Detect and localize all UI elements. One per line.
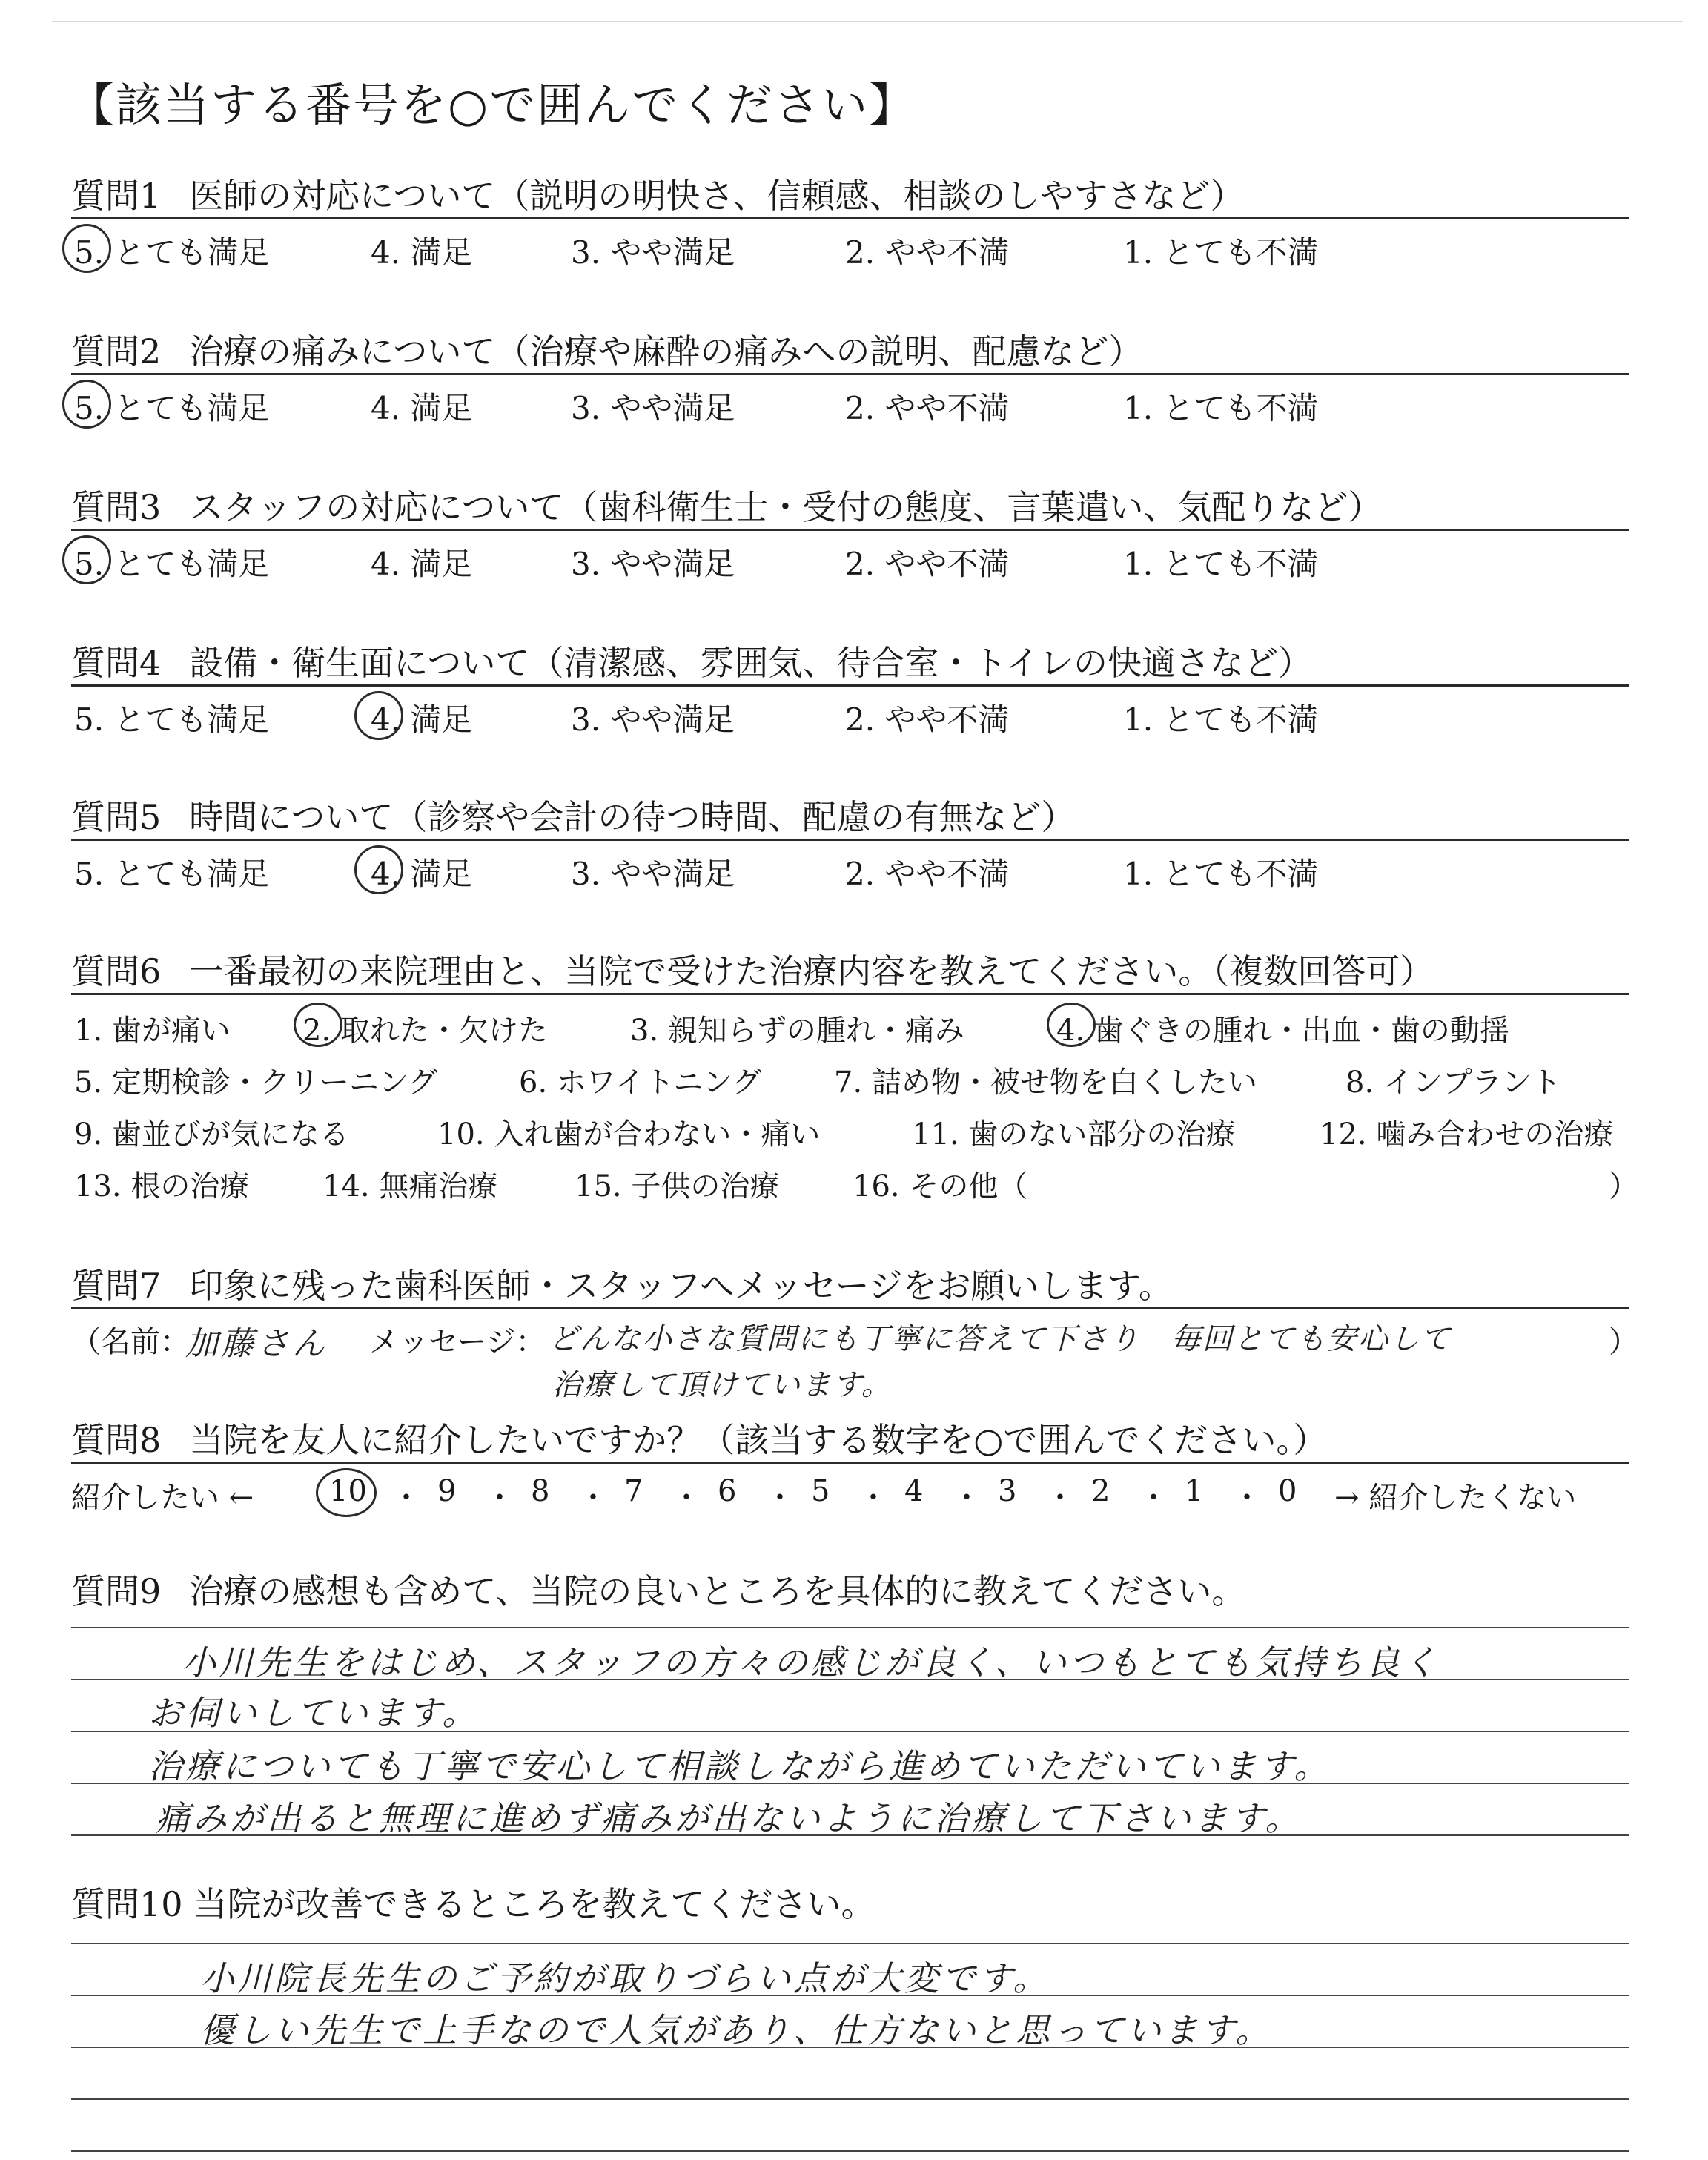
message-line-2[interactable]: 治療して頂けています。	[552, 1368, 893, 1402]
scale-8[interactable]: 8	[531, 1474, 550, 1508]
scale-separator: ・	[1139, 1481, 1168, 1515]
question-text: 当院を友人に紹介したいですか？（該当する数字を○で囲んでください。）	[189, 1420, 1328, 1460]
scale-6[interactable]: 6	[718, 1474, 737, 1508]
scale-10[interactable]: 10	[329, 1474, 367, 1508]
question-number: 質問7	[71, 1266, 162, 1306]
divider	[71, 373, 1629, 375]
question-number: 質問5	[71, 797, 162, 837]
scale-4[interactable]: 4	[904, 1474, 924, 1508]
option-5[interactable]: 5. とても満足	[74, 234, 270, 271]
question-4	[71, 636, 1312, 685]
answer-line	[71, 1627, 1629, 1628]
question-text: スタッフの対応について（歯科衛生士・受付の態度、言葉遣い、気配りなど）	[189, 487, 1383, 527]
scale-3[interactable]: 3	[998, 1474, 1017, 1508]
option-4[interactable]: 4. 満足	[371, 234, 473, 271]
question-number: 質問9	[71, 1571, 162, 1611]
reason-item[interactable]: 1. 歯が痛い	[74, 1014, 231, 1048]
question-text: 設備・衛生面について（清潔感、雰囲気、待合室・トイレの快適さなど）	[189, 643, 1313, 683]
option-5[interactable]: 5. とても満足	[74, 390, 270, 426]
divider	[71, 993, 1629, 995]
reason-item[interactable]: 2. 取れた・欠けた	[302, 1014, 548, 1048]
reason-item[interactable]: 11. 歯のない部分の治療	[912, 1117, 1236, 1152]
question-text: 治療の感想も含めて、当院の良いところを具体的に教えてください。	[189, 1571, 1246, 1611]
scale-separator: ・	[1045, 1481, 1075, 1515]
question-text: 時間について（診察や会計の待つ時間、配慮の有無など）	[189, 797, 1076, 837]
scale-separator: ・	[672, 1481, 701, 1515]
option-4[interactable]: 4. 満足	[371, 856, 473, 892]
scale-separator: ・	[1232, 1481, 1262, 1515]
name-value[interactable]: 加藤さん	[185, 1325, 328, 1363]
selection-circle	[316, 1468, 377, 1517]
answer-text-line[interactable]: 小川先生をはじめ、スタッフの方々の感じが良く、いつもとても気持ち良く	[182, 1642, 1440, 1682]
option-4[interactable]: 4. 満足	[371, 390, 473, 426]
option-5[interactable]: 5. とても満足	[74, 701, 270, 738]
scale-2[interactable]: 2	[1091, 1474, 1110, 1508]
scale-5[interactable]: 5	[811, 1474, 830, 1508]
scale-separator: ・	[858, 1481, 888, 1515]
name-label: （名前：	[71, 1325, 190, 1359]
answer-text-line[interactable]: お伺いしています。	[148, 1693, 480, 1733]
question-text: 一番最初の来院理由と、当院で受けた治療内容を教えてください。（複数回答可）	[189, 951, 1434, 991]
scale-7[interactable]: 7	[624, 1474, 643, 1508]
reason-item[interactable]: 12. 噛み合わせの治療	[1320, 1117, 1614, 1152]
page-title: 【該当する番号を○で囲んでください】	[68, 78, 917, 132]
reason-item[interactable]: 4. 歯ぐきの腫れ・出血・歯の動揺	[1056, 1014, 1509, 1048]
divider	[71, 529, 1629, 531]
option-1[interactable]: 1. とても不満	[1123, 701, 1319, 738]
question-text: 治療の痛みについて（治療や麻酔の痛みへの説明、配慮など）	[189, 331, 1143, 371]
reason-item[interactable]: 6. ホワイトニング	[519, 1066, 762, 1100]
answer-line	[71, 1943, 1629, 1944]
selection-circle	[1047, 1003, 1096, 1047]
reason-item-other[interactable]: 16. その他（	[853, 1169, 1028, 1203]
scale-9[interactable]: 9	[437, 1474, 457, 1508]
reason-item[interactable]: 14. 無痛治療	[322, 1169, 498, 1203]
option-4[interactable]: 4. 満足	[371, 701, 473, 738]
question-10	[71, 1877, 875, 1926]
answer-text-line[interactable]: 小川院長先生のご予約が取りづらい点が大変です。	[200, 1958, 1050, 1998]
option-1[interactable]: 1. とても不満	[1123, 234, 1319, 271]
question-number: 質問6	[71, 951, 162, 991]
question-9	[71, 1565, 1245, 1614]
option-4[interactable]: 4. 満足	[371, 546, 473, 582]
question-number: 質問10	[71, 1884, 183, 1924]
question-3	[71, 480, 1382, 529]
scale-0[interactable]: 0	[1278, 1474, 1297, 1508]
divider	[71, 684, 1629, 687]
scale-separator: ・	[765, 1481, 795, 1515]
recommend-left-label: 紹介したい ←	[71, 1481, 254, 1515]
option-2[interactable]: 2. やや不満	[845, 234, 1010, 271]
reason-item[interactable]: 7. 詰め物・被せ物を白くしたい	[834, 1066, 1257, 1100]
message-label: メッセージ：	[369, 1325, 546, 1359]
question-number: 質問2	[71, 331, 162, 371]
question-number: 質問1	[71, 176, 162, 216]
option-1[interactable]: 1. とても不満	[1123, 390, 1319, 426]
question-number: 質問8	[71, 1420, 162, 1460]
option-5[interactable]: 5. とても満足	[74, 856, 270, 892]
option-2[interactable]: 2. やや不満	[845, 546, 1010, 582]
option-2[interactable]: 2. やや不満	[845, 701, 1010, 738]
reason-item[interactable]: 9. 歯並びが気になる	[74, 1117, 349, 1152]
option-3[interactable]: 3. やや満足	[571, 390, 735, 426]
answer-text-line[interactable]: 痛みが出ると無理に進めず痛みが出ないように治療して下さいます。	[156, 1798, 1302, 1838]
selection-circle	[62, 224, 111, 273]
question-7	[71, 1259, 1173, 1308]
question-text: 医師の対応について（説明の明快さ、信頼感、相談のしやすさなど）	[189, 176, 1245, 216]
option-3[interactable]: 3. やや満足	[571, 234, 735, 271]
question-text: 当院が改善できるところを教えてください。	[193, 1884, 875, 1924]
option-5[interactable]: 5. とても満足	[74, 546, 270, 582]
selection-circle	[62, 535, 111, 584]
question-1	[71, 169, 1245, 218]
message-close-paren: ）	[1609, 1325, 1638, 1359]
question-5	[71, 790, 1075, 839]
top-divider	[52, 21, 1683, 22]
reason-item[interactable]: 13. 根の治療	[74, 1169, 250, 1203]
answer-text-line[interactable]: 治療についても丁寧で安心して相談しながら進めていただいています。	[148, 1746, 1331, 1786]
reason-item[interactable]: 8. インプラント	[1345, 1066, 1561, 1100]
selection-circle	[294, 1003, 342, 1047]
question-text: 印象に残った歯科医師・スタッフへメッセージをお願いします。	[189, 1266, 1173, 1306]
selection-circle	[62, 380, 111, 429]
option-3[interactable]: 3. やや満足	[571, 856, 735, 892]
scale-1[interactable]: 1	[1185, 1474, 1204, 1508]
answer-line	[71, 2098, 1629, 2100]
reason-item[interactable]: 3. 親知らずの腫れ・痛み	[630, 1014, 964, 1048]
question-6	[71, 945, 1434, 994]
selection-circle	[354, 691, 403, 740]
divider	[71, 1462, 1629, 1464]
option-3[interactable]: 3. やや満足	[571, 701, 735, 738]
recommend-right-label: → 紹介したくない	[1334, 1481, 1577, 1515]
scale-separator: ・	[485, 1481, 514, 1515]
answer-line	[71, 2150, 1629, 2152]
question-8	[71, 1413, 1327, 1462]
scale-separator: ・	[391, 1481, 421, 1515]
divider	[71, 839, 1629, 841]
question-number: 質問4	[71, 643, 162, 683]
answer-text-line[interactable]: 優しい先生で上手なので人気があり、仕方ないと思っています。	[200, 2010, 1273, 2050]
scale-separator: ・	[578, 1481, 608, 1515]
option-3[interactable]: 3. やや満足	[571, 546, 735, 582]
question-2	[71, 325, 1142, 374]
message-line-1[interactable]: どんな小さな質問にも丁寧に答えて下さり 毎回とても安心して	[549, 1322, 1452, 1356]
divider	[71, 1307, 1629, 1309]
reason-item[interactable]: 5. 定期検診・クリーニング	[74, 1066, 438, 1100]
reason-item[interactable]: 15. 子供の治療	[575, 1169, 780, 1203]
other-close-paren: ）	[1609, 1169, 1638, 1203]
scale-separator: ・	[952, 1481, 982, 1515]
reason-item[interactable]: 10. 入れ歯が合わない・痛い	[437, 1117, 821, 1152]
selection-circle	[354, 845, 403, 894]
question-number: 質問3	[71, 487, 162, 527]
divider	[71, 217, 1629, 219]
option-2[interactable]: 2. やや不満	[845, 390, 1010, 426]
option-1[interactable]: 1. とても不満	[1123, 546, 1319, 582]
option-1[interactable]: 1. とても不満	[1123, 856, 1319, 892]
option-2[interactable]: 2. やや不満	[845, 856, 1010, 892]
